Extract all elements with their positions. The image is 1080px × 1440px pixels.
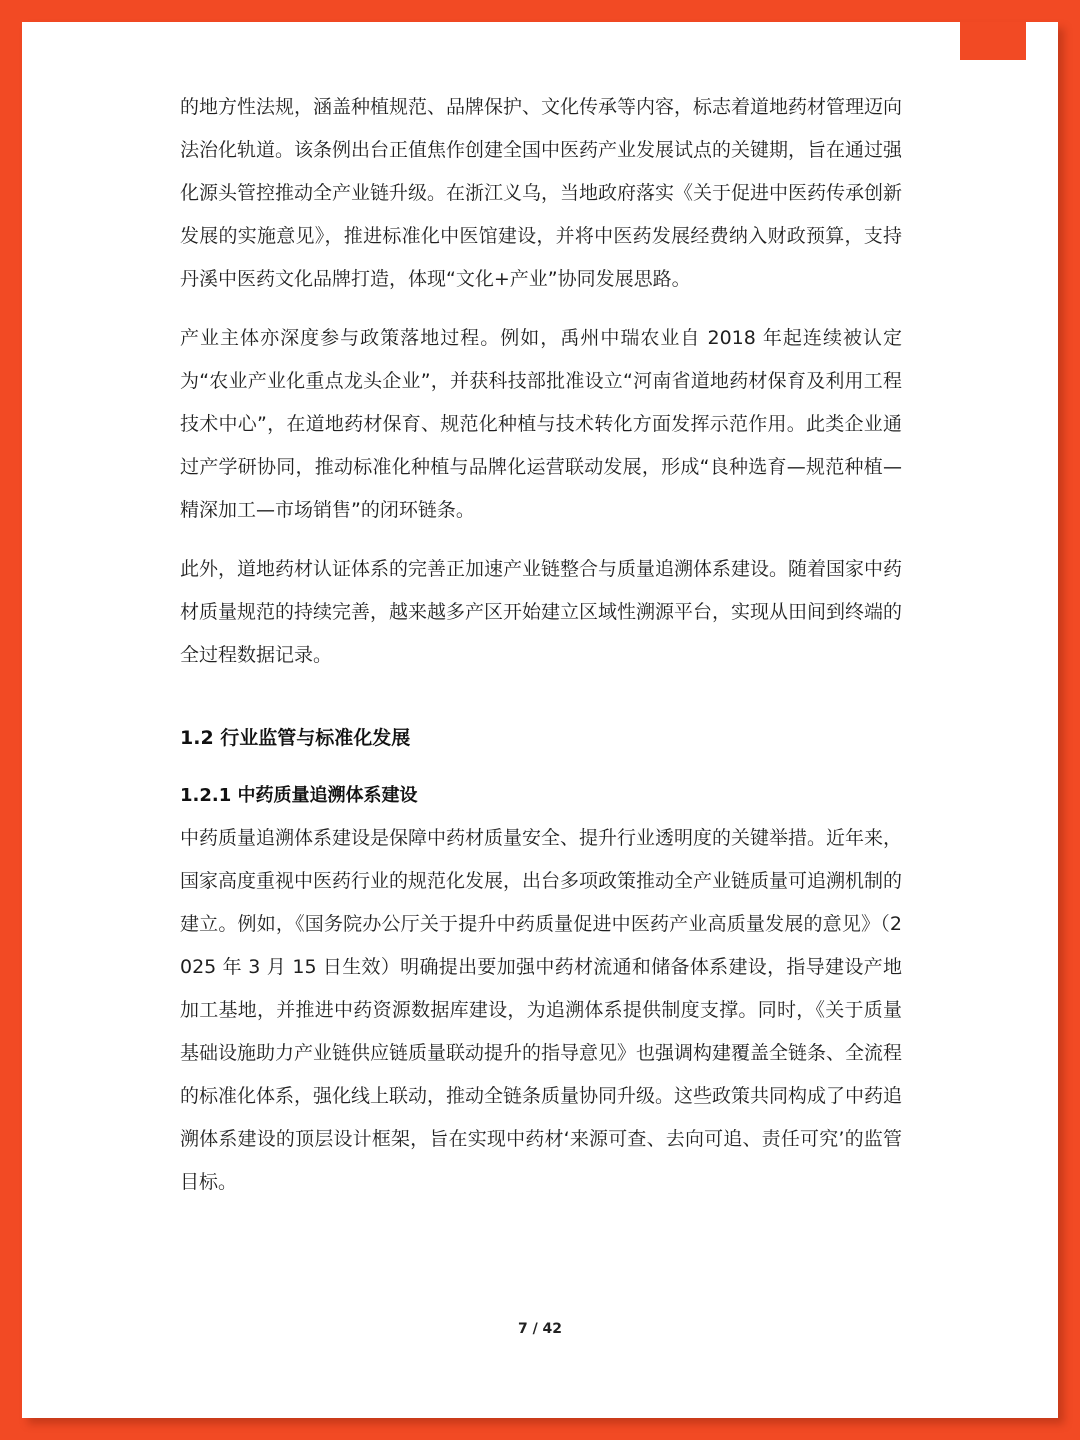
page-content	[180, 86, 902, 1204]
paragraph-3: 此外，道地药材认证体系的完善正加速产业链整合与质量追溯体系建设。随着国家中药材质量规范的持续完善，越来越多产区开始建立区域性溯源平台，实现从田间到终端的全过程数据记录。	[180, 558, 903, 666]
paragraph-1: 的地方性法规，涵盖种植规范、品牌保护、文化传承等内容，标志着道地药材管理迈向法治化轨道。该条例出台正值焦作创建全国中医药产业发展试点的关键期，旨在通过强化源头管控推动全产业链升级。在浙江义乌，当地政府落实《关于促进中医药传承创新发展的实施意见》，推进标准化中医馆建设，并将中医药发展经费纳入财政预算，支持丹溪中医药文化品牌打造，体现“文化+产业”协同发展思路。	[180, 96, 903, 290]
subsection-heading: 1.2.1 中药质量追溯体系建设	[180, 785, 418, 806]
paragraph-2: 产业主体亦深度参与政策落地过程。例如，禹州中瑞农业自 2018 年起连续被认定为“农业产业化重点龙头企业”，并获科技部批准设立“河南省道地药材保育及利用工程技术中心”，在道地药材保育、规范化种植与技术转化方面发挥示范作用。此类企业通过产学研协同，推动标准化种植与品牌化运营联动发展，形成“良种选育—规范种植—精深加工—市场销售”的闭环链条。	[180, 327, 902, 521]
document-page	[22, 22, 1058, 1418]
section-heading: 1.2 行业监管与标准化发展	[180, 727, 411, 749]
paragraph-4: 中药质量追溯体系建设是保障中药材质量安全、提升行业透明度的关键举措。近年来，国家高度重视中医药行业的规范化发展，出台多项政策推动全产业链质量可追溯机制的建立。例如，《国务院办公厅关于提升中药质量促进中医药产业高质量发展的意见》（2025 年 3 月 15 日生效）明确提出要加强中药材流通和储备体系建设，指导建设产地加工基地，并推进中药资源数据库建设，为追溯体系提供制度支撑。同时，《关于质量基础设施助力产业链供应链质量联动提升的指导意见》也强调构建覆盖全链条、全流程的标准化体系，强化线上联动，推动全链条质量协同升级。这些政策共同构成了中药追溯体系建设的顶层设计框架，旨在实现中药材‘来源可查、去向可追、责任可究’的监管目标。	[180, 827, 903, 1193]
watermark-badge	[1005, 1395, 1057, 1417]
page-number: 7 / 42	[517, 1321, 563, 1337]
corner-tab	[960, 22, 1026, 60]
